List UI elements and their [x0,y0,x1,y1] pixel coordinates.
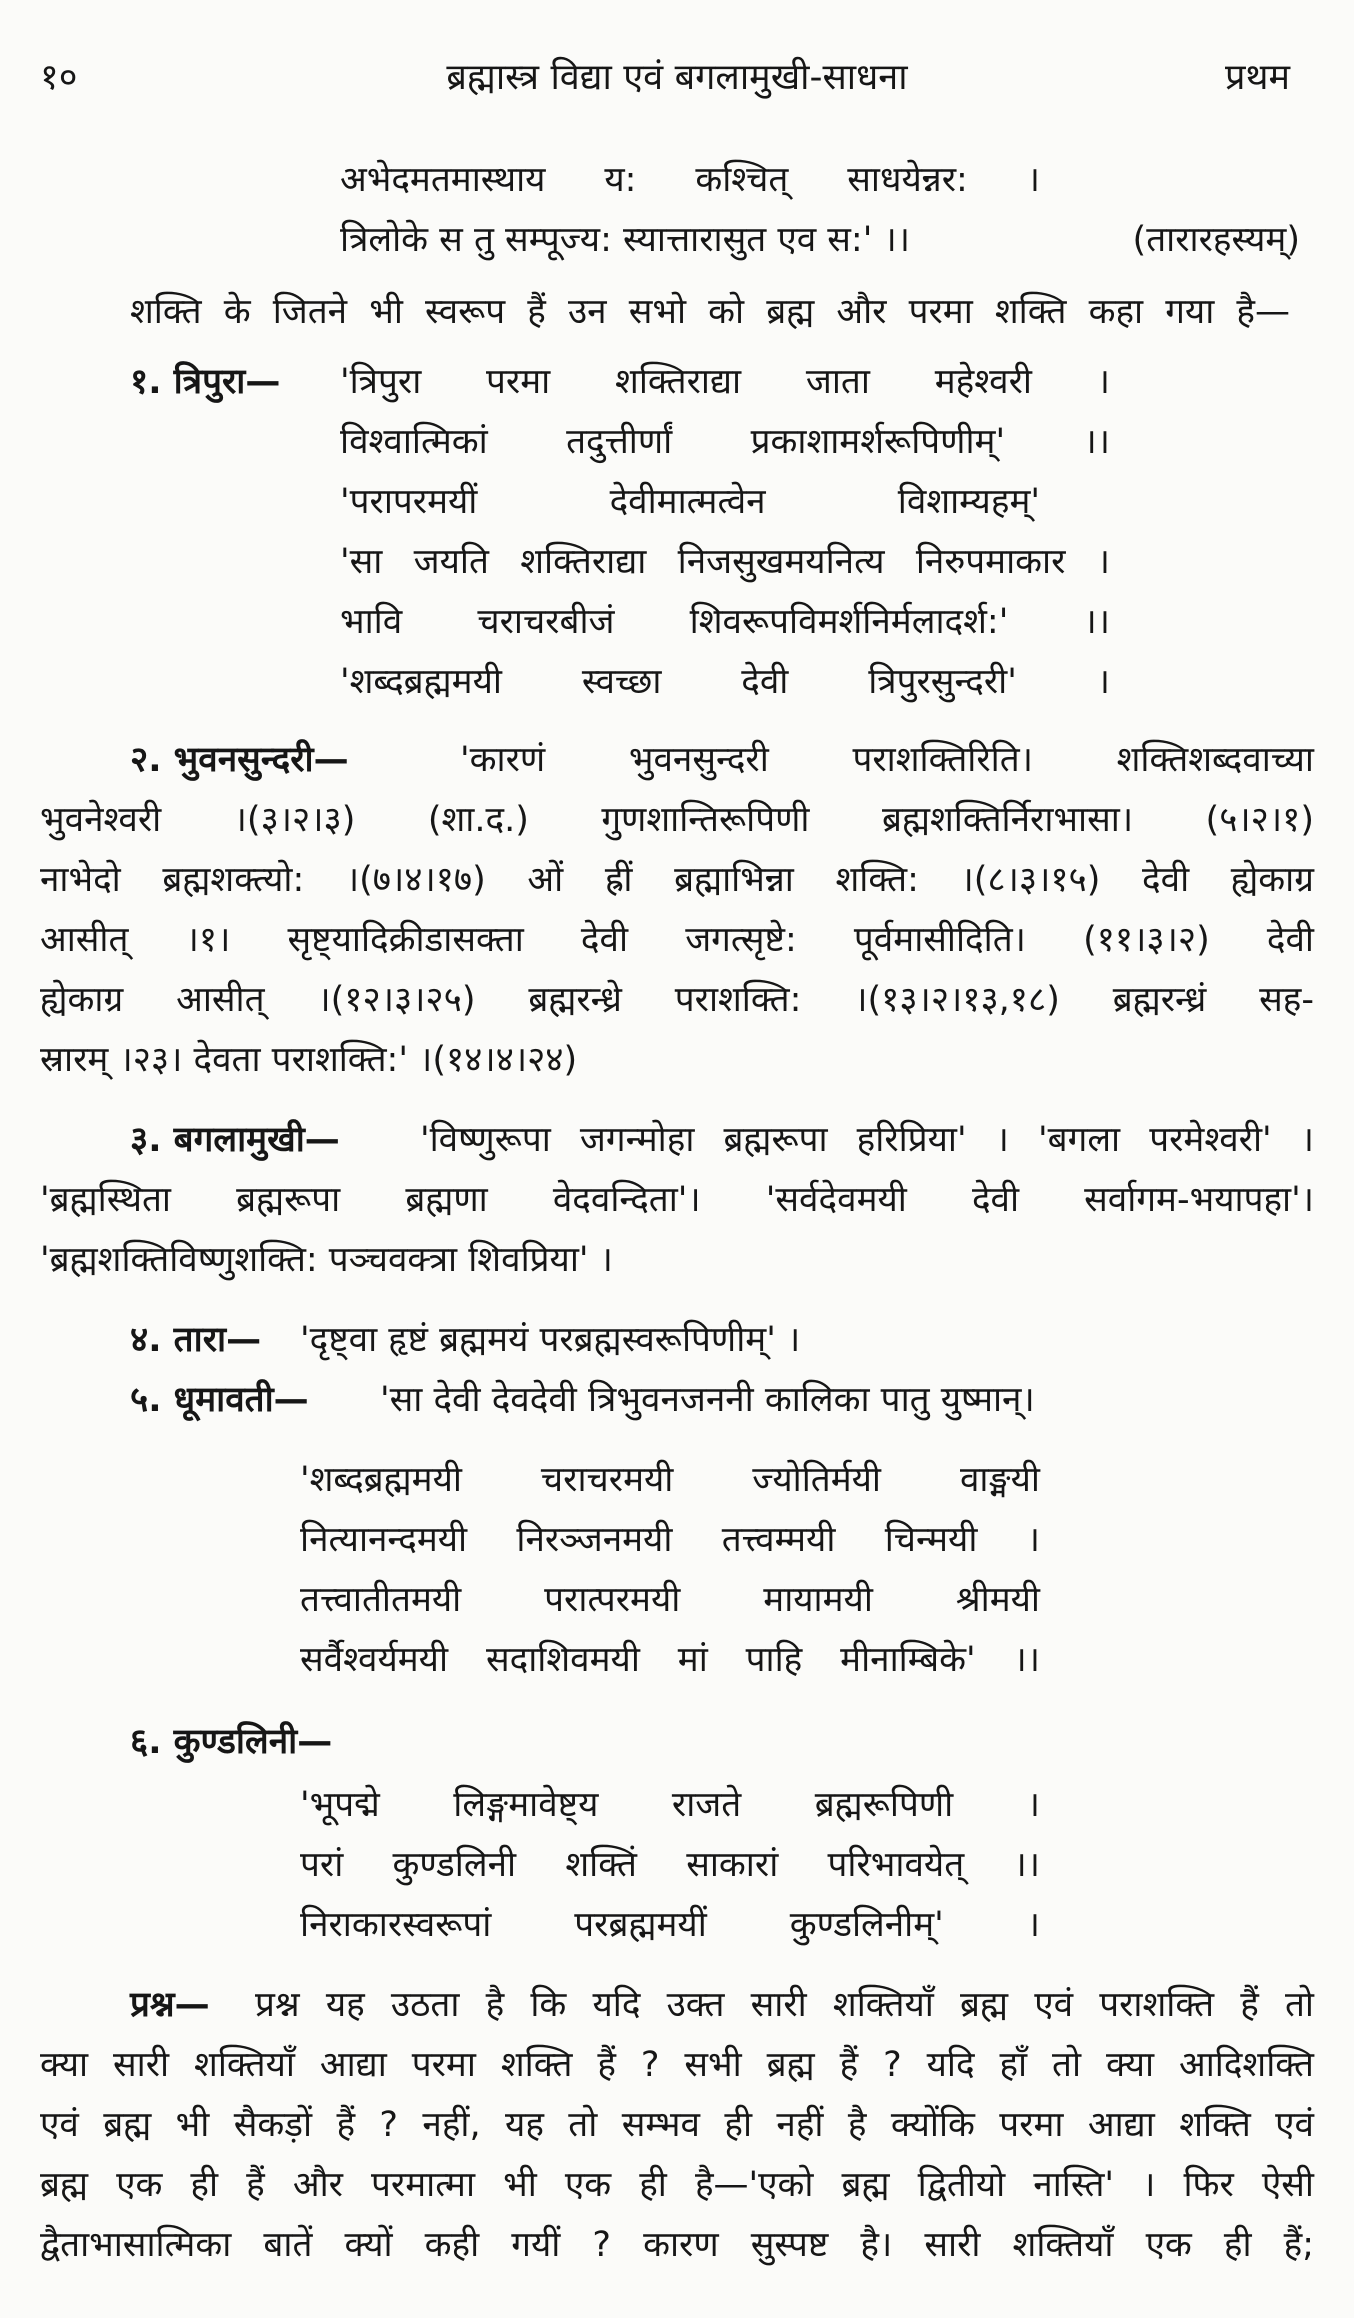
question-line-5: द्वैताभासात्मिका बातें क्यों कही गयीं ? कारण सुस्पष्ट है। सारी शक्तियाँ एक ही हैं; [40,2225,1314,2265]
bhuvanasundari-line-5: ह्येकाग्र आसीत् ।(१२।३।२५) ब्रह्मरन्ध्रे पराशक्ति: ।(१३।२।१३,१८) ब्रह्मरन्ध्रं सह- [40,980,1314,1020]
section-label: प्रथम [1224,57,1290,98]
item-tara-label: ४. तारा— [130,1320,262,1360]
item-bhuvanasundari-label: २. भुवनसुन्दरी— [130,740,349,780]
question-line-4: ब्रह्म एक ही हैं और परमात्मा भी एक ही है—'एको ब्रह्म द्वितीयो नास्ति' । फिर ऐसी [40,2165,1314,2205]
question-line-1: प्रश्न यह उठता है कि यदि उक्त सारी शक्तियाँ ब्रह्म एवं पराशक्ति हैं तो [255,1985,1314,2025]
dhumavati-verse-4: सर्वैश्वर्यमयी सदाशिवमयी मां पाहि मीनाम्बिके' ।। [300,1640,1040,1680]
kundalini-verse-3: निराकारस्वरूपां परब्रह्ममयीं कुण्डलिनीम्' । [300,1905,1040,1945]
dhumavati-verse-3: तत्त्वातीतमयी परात्परमयी मायामयी श्रीमयी [300,1580,1040,1620]
tripura-line-1: 'त्रिपुरा परमा शक्तिराद्या जाता महेश्वरी । [340,362,1110,402]
item-dhumavati-label: ५. धूमावती— [130,1380,309,1420]
bhuvanasundari-line-3: नाभेदो ब्रह्मशक्त्यो: ।(७।४।१७) ओं ह्रीं ब्रह्माभिन्ना शक्ति: ।(८।३।१५) देवी ह्येकाग्र [40,860,1314,900]
page-number: १० [40,57,78,98]
intro-sentence: शक्ति के जितने भी स्वरूप हैं उन सभो को ब्रह्म और परमा शक्ति कहा गया है— [130,292,1290,332]
kundalini-verse-1: 'भूपद्मे लिङ्गमावेष्ट्य राजते ब्रह्मरूपिणी । [300,1785,1040,1825]
item-bagalamukhi-label: ३. बगलामुखी— [130,1120,340,1160]
dhumavati-verse-1: 'शब्दब्रह्ममयी चराचरमयी ज्योतिर्मयी वाङ्मयी [300,1460,1040,1500]
bhuvanasundari-line-6: स्रारम् ।२३। देवता पराशक्ति:' ।(१४।४।२४) [40,1040,578,1080]
opening-verse-text: त्रिलोके स तु सम्पूज्य: स्यात्तारासुत एव स:' ।। [340,220,911,260]
question-line-2: क्या सारी शक्तियाँ आद्या परमा शक्ति हैं ? सभी ब्रह्म हैं ? यदि हाँ तो क्या आदिशक्ति [40,2045,1314,2085]
dhumavati-line: 'सा देवी देवदेवी त्रिभुवनजननी कालिका पातु युष्मान्। [380,1380,1035,1420]
tripura-line-2: विश्वात्मिकां तदुत्तीर्णां प्रकाशामर्शरूपिणीम्' ।। [340,422,1110,462]
bhuvanasundari-line-2: भुवनेश्वरी ।(३।२।३) (शा.द.) गुणशान्तिरूपिणी ब्रह्मशक्तिर्निराभासा। (५।२।१) [40,800,1314,840]
tripura-line-6: 'शब्दब्रह्ममयी स्वच्छा देवी त्रिपुरसुन्दरी' । [340,662,1110,702]
item-tripura-label: १. त्रिपुरा— [130,362,281,402]
tripura-line-4: 'सा जयति शक्तिराद्या निजसुखमयनित्य निरुपमाकार । [340,542,1110,582]
opening-verse-line-2 [340,210,1300,270]
bagalamukhi-line-2: 'ब्रह्मस्थिता ब्रह्मरूपा ब्रह्मणा वेदवन्दिता'। 'सर्वदेवमयी देवी सर्वागम-भयापहा'। [40,1180,1314,1220]
tripura-line-5: भावि चराचरबीजं शिवरूपविमर्शनिर्मलादर्श:' ।। [340,602,1110,642]
question-line-3: एवं ब्रह्म भी सैकड़ों हैं ? नहीं, यह तो सम्भव ही नहीं है क्योंकि परमा आद्या शक्ति एवं [40,2105,1314,2145]
opening-verse-line-1: अभेदमतमास्थाय य: कश्चित् साधयेन्नर: । [340,160,1040,200]
dhumavati-verse-2: नित्यानन्दमयी निरञ्जनमयी तत्त्वम्मयी चिन्मयी । [300,1520,1040,1560]
item-kundalini-label: ६. कुण्डलिनी— [130,1722,333,1762]
kundalini-verse-2: परां कुण्डलिनी शक्तिं साकारां परिभावयेत् ।। [300,1845,1040,1885]
bhuvanasundari-line-4: आसीत् ।१। सृष्ट्यादिक्रीडासक्ता देवी जगत्सृष्टे: पूर्वमासीदिति। (११।३।२) देवी [40,920,1314,960]
tripura-line-3: 'परापरमयीं देवीमात्मत्वेन विशाम्यहम्' [340,482,1040,522]
bhuvanasundari-line-1: 'कारणं भुवनसुन्दरी पराशक्तिरिति। शक्तिशब्दवाच्या [460,740,1314,780]
tara-line: 'दृष्ट्वा हृष्टं ब्रह्ममयं परब्रह्मस्वरूपिणीम्' । [300,1320,801,1360]
bagalamukhi-line-1: 'विष्णुरूपा जगन्मोहा ब्रह्मरूपा हरिप्रिया' । 'बगला परमेश्वरी' । [420,1120,1314,1160]
running-title: ब्रह्मास्त्र विद्या एवं बगलामुखी-साधना [446,57,908,98]
verse-source: (तारारहस्यम्) [1132,220,1300,260]
bagalamukhi-line-3: 'ब्रह्मशक्तिविष्णुशक्ति: पञ्चवक्त्रा शिवप्रिया' । [40,1240,613,1280]
question-label: प्रश्न— [130,1985,210,2025]
